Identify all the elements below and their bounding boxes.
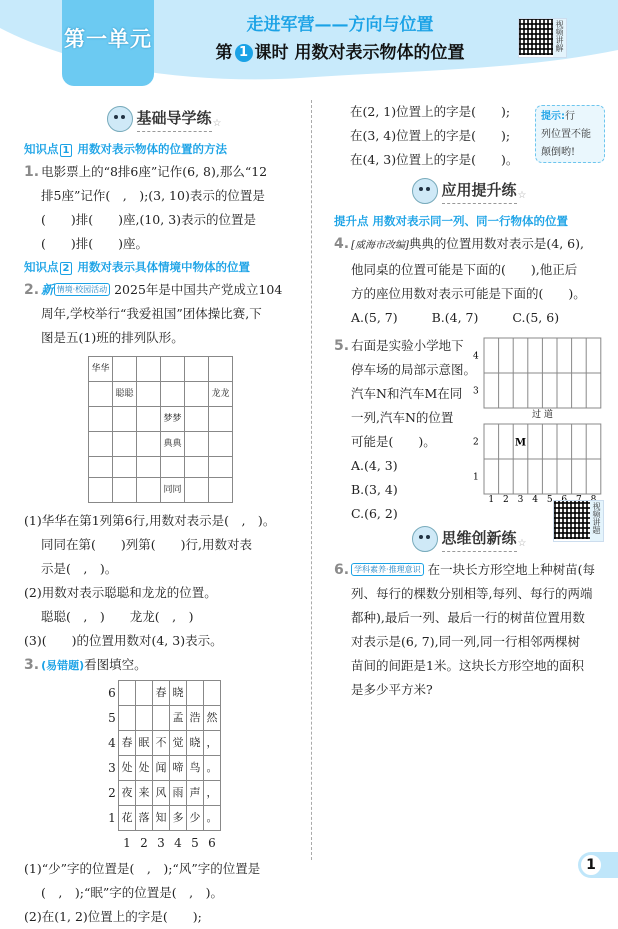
col-label: 6 (208, 836, 216, 850)
grid-cell: 龙龙 (209, 382, 233, 407)
grid-cell (153, 706, 170, 731)
col-label: 5 (191, 836, 199, 850)
page-number (578, 852, 618, 878)
question-4 (334, 232, 604, 330)
star-icon: ☆ (517, 190, 527, 201)
unit-tab (62, 0, 154, 86)
row-label: 2 (108, 786, 116, 800)
question-number: 6. (334, 562, 350, 578)
grid-cell: 夜 (119, 781, 136, 806)
grid-cell: 梦梦 (161, 407, 185, 432)
new-badge: 新 (41, 282, 54, 297)
grid-cell (136, 681, 153, 706)
row-label: 4 (108, 736, 116, 750)
question-text: 汽车N和汽车M在同 (351, 386, 463, 401)
grid-cell (161, 457, 185, 478)
hint-label: 提示: (541, 111, 565, 122)
section-title: 基础导学练 (137, 106, 212, 132)
sub-question: 示是( , )。 (41, 561, 118, 576)
scenario-tag: 情境·校园活动 (54, 283, 111, 296)
question-text: 对表示是(6, 7),同一列,同一行相邻两棵树 (351, 634, 581, 649)
question-text: 方的座位用数对表示可能是下面的( )。 (351, 286, 586, 301)
row-label: 1 (108, 811, 116, 825)
grid-cell: 声 (187, 781, 204, 806)
grid-cell: 来 (136, 781, 153, 806)
grid-cell: 不 (153, 731, 170, 756)
row-label: 6 (108, 686, 116, 700)
grid-cell: 落 (136, 806, 153, 831)
hint-text: 行 (565, 111, 575, 122)
right-column (334, 100, 604, 702)
grid-cell (119, 706, 136, 731)
sub-question: 在(2, 1)位置上的字是( ); (350, 104, 511, 119)
section-title: 思维创新练 (442, 526, 517, 552)
question-text: 在一块长方形空地上种树苗(每 (427, 562, 595, 577)
grid-cell (185, 432, 209, 457)
question-text: 图是五(1)班的排列队形。 (41, 330, 184, 345)
question-text: 列、每行的棵数分别相等,每列、每行的两端 (351, 586, 593, 601)
question-text: 排5座”记作( , );(3, 10)表示的位置是 (41, 188, 265, 203)
column-divider (311, 100, 312, 860)
grid-cell: 华华 (89, 357, 113, 382)
col-label: 4 (532, 495, 538, 504)
grid-cell (209, 357, 233, 382)
error-prone-tag: (易错题) (41, 659, 85, 672)
question-2 (24, 278, 304, 653)
grid-cell (209, 478, 233, 503)
grid-cell (185, 357, 209, 382)
grid-cell (136, 706, 153, 731)
grid-cell (209, 407, 233, 432)
grid-cell (113, 432, 137, 457)
question-text: 是多少平方米? (351, 682, 433, 697)
grid-cell (89, 478, 113, 503)
formation-grid (88, 356, 233, 503)
question-number: 1. (24, 164, 40, 180)
section-basic (24, 104, 304, 134)
option-b: B.(4, 7) (431, 310, 479, 325)
hint-text: 列位置不能 (541, 129, 591, 140)
parking-lot-diagram (470, 336, 604, 504)
question-number: 2. (24, 282, 40, 298)
grid-cell: 孟 (170, 706, 187, 731)
question-text: ( )排( )座,(10, 3)表示的位置是 (41, 212, 257, 227)
grid-row (89, 478, 233, 503)
col-label: 1 (123, 836, 131, 850)
question-text: 电影票上的“8排6座”记作(6, 8),那么“12 (41, 164, 268, 179)
qr-code-icon (554, 501, 590, 539)
question-number: 4. (334, 236, 350, 252)
qr-code-icon (519, 19, 553, 55)
poem-grid (106, 680, 221, 855)
lesson-prefix: 第 (215, 43, 233, 63)
grid-cell (113, 357, 137, 382)
grid-row (106, 731, 221, 756)
sub-question: 同同在第( )列第( )行,用数对表 (41, 537, 252, 552)
grid-row (89, 407, 233, 432)
grid-cell (137, 407, 161, 432)
question-text: 右面是实验小学地下 (351, 338, 464, 353)
grid-cell (89, 457, 113, 478)
chapter-title: 走进军营——方向与位置 (246, 15, 434, 35)
option-c: C.(6, 2) (351, 506, 398, 521)
qr-label: 视频讲题 (590, 501, 603, 541)
grid-cell: 春 (119, 731, 136, 756)
grid-cell: 晓 (187, 731, 204, 756)
grid-cell (113, 478, 137, 503)
question-text: 他同桌的位置可能是下面的( ),他正后 (351, 262, 578, 277)
options (334, 306, 604, 330)
sub-question: (3)( )的位置用数对(4, 3)表示。 (24, 633, 223, 648)
qr-label: 视频讲解 (553, 19, 566, 57)
col-label: 5 (546, 495, 553, 504)
grid-cell: 然 (204, 706, 221, 731)
knowledge-point-1 (24, 138, 304, 160)
option-a: A.(5, 7) (351, 310, 398, 325)
question-text: 停车场的局部示意图。 (351, 362, 477, 377)
grid-row (106, 681, 221, 706)
grid-cell: 聪聪 (113, 382, 137, 407)
grid-cell: 。 (204, 756, 221, 781)
grid-row (89, 457, 233, 478)
mascot-icon (412, 178, 438, 204)
grid-row (106, 756, 221, 781)
grid-cell (137, 478, 161, 503)
lesson-title (190, 38, 490, 63)
grid-cell: 花 (119, 806, 136, 831)
grid-cell: 风 (153, 781, 170, 806)
unit-label: 第一单元 (64, 27, 152, 51)
question-6 (334, 558, 604, 702)
grid-cell: 雨 (170, 781, 187, 806)
grid-cell (185, 382, 209, 407)
grid-cell: 典典 (161, 432, 185, 457)
question-text: 典典的位置用数对表示是(4, 6), (408, 236, 584, 251)
row-label: 2 (473, 437, 479, 448)
lesson-title-text: 课时 用数对表示物体的位置 (254, 43, 465, 63)
sub-question: 在(4, 3)位置上的字是( )。 (350, 152, 519, 167)
sub-question: (2)用数对表示聪聪和龙龙的位置。 (24, 585, 217, 600)
sub-question: (1)华华在第1列第6行,用数对表示是( , )。 (24, 513, 276, 528)
kp-label: 知识点 (24, 142, 59, 156)
sub-question: (1)“少”字的位置是( , );“风”字的位置是 (24, 861, 261, 876)
grid-cell (89, 407, 113, 432)
page-number-text: 1 (579, 853, 603, 877)
source-tag: [威海市改编] (351, 240, 409, 251)
sub-question: (2)在(1, 2)位置上的字是( ); (24, 909, 202, 924)
grid-cell (113, 407, 137, 432)
grid-cell (89, 382, 113, 407)
col-label: 1 (488, 495, 495, 504)
col-label: 3 (517, 495, 524, 504)
sub-question: 在(3, 4)位置上的字是( ); (350, 128, 511, 143)
aisle-label: 过 道 (531, 410, 553, 420)
question-text: 都种),最后一列、最后一行的树苗位置用数 (351, 610, 585, 625)
question-number: 5. (334, 338, 350, 354)
grid-row (106, 706, 221, 731)
lesson-number-badge: 1 (235, 44, 253, 62)
literacy-tag: 学科素养·推理意识 (351, 563, 424, 576)
star-icon: ☆ (517, 538, 527, 549)
star-icon: ☆ (212, 118, 222, 129)
grid-cell (161, 382, 185, 407)
mascot-icon (107, 106, 133, 132)
grid-cell: 闻 (153, 756, 170, 781)
grid-cell (187, 681, 204, 706)
grid-cell (137, 432, 161, 457)
grid-cell (204, 681, 221, 706)
kp-text: 用数对表示物体的位置的方法 (77, 142, 227, 156)
grid-cell (209, 457, 233, 478)
knowledge-point-2 (24, 256, 304, 278)
grid-cell (185, 457, 209, 478)
grid-cell (185, 478, 209, 503)
grid-row (89, 382, 233, 407)
grid-cell: 眠 (136, 731, 153, 756)
grid-cell: 。 (204, 806, 221, 831)
section-title: 应用提升练 (442, 178, 517, 204)
grid-cell (89, 432, 113, 457)
grid-cell (185, 407, 209, 432)
car-m: M (514, 437, 527, 449)
grid-cell: ， (204, 781, 221, 806)
question-text: 周年,学校举行“我爱祖国”团体操比赛,下 (41, 306, 262, 321)
hint-box (535, 105, 605, 163)
question-text: 苗间的间距是1米。这块长方形空地的面积 (351, 658, 584, 673)
question-text: 2025年是中国共产党成立104 (114, 282, 283, 297)
grid-row (89, 432, 233, 457)
sub-question: ( , );“眠”字的位置是( , )。 (41, 885, 223, 900)
col-label: 2 (140, 836, 148, 850)
row-label: 5 (108, 711, 116, 725)
grid-cell: 知 (153, 806, 170, 831)
grid-cell: 处 (119, 756, 136, 781)
grid-cell (113, 457, 137, 478)
question-1 (24, 160, 304, 256)
question-3 (24, 653, 304, 929)
grid-cell: 处 (136, 756, 153, 781)
grid-cell: 春 (153, 681, 170, 706)
kp-text: 用数对表示具体情境中物体的位置 (77, 260, 250, 274)
row-label: 3 (108, 761, 116, 775)
qr-code-lecture[interactable] (553, 500, 604, 542)
grid-cell: 鸟 (187, 756, 204, 781)
question-text: 一列,汽车N的位置 (351, 410, 454, 425)
grid-cell: 浩 (187, 706, 204, 731)
grid-cell (209, 432, 233, 457)
grid-cell: 少 (187, 806, 204, 831)
kp-number: 2 (60, 262, 73, 275)
mascot-icon (412, 526, 438, 552)
question-text: 看图填空。 (84, 657, 147, 672)
option-c: C.(5, 6) (512, 310, 560, 325)
grid-row (106, 781, 221, 806)
question-text: ( )排( )座。 (41, 236, 149, 251)
grid-row (106, 806, 221, 831)
question-text: 可能是( )。 (351, 434, 436, 449)
grid-cell (137, 357, 161, 382)
left-column (24, 104, 304, 929)
row-label: 3 (473, 386, 479, 397)
grid-cell: ， (204, 731, 221, 756)
col-labels (106, 831, 221, 856)
row-label: 1 (473, 472, 479, 483)
kp-label: 知识点 (24, 260, 59, 274)
grid-cell: 晓 (170, 681, 187, 706)
grid-cell (137, 457, 161, 478)
kp-number: 1 (60, 144, 73, 157)
grid-cell: 同同 (161, 478, 185, 503)
grid-cell: 啼 (170, 756, 187, 781)
grid-row (89, 357, 233, 382)
option-b: B.(3, 4) (351, 482, 398, 497)
grid-cell (119, 681, 136, 706)
grid-cell: 觉 (170, 731, 187, 756)
grid-cell: 多 (170, 806, 187, 831)
qr-code-video[interactable] (518, 18, 567, 58)
row-label: 4 (473, 351, 479, 362)
col-label: 2 (503, 495, 509, 504)
sub-question: 聪聪( , ) 龙龙( , ) (41, 609, 194, 624)
section-applied (334, 176, 604, 206)
question-number: 3. (24, 657, 40, 673)
hint-text: 颠倒哟! (541, 147, 576, 158)
col-label: 4 (174, 836, 182, 850)
grid-cell (161, 357, 185, 382)
option-a: A.(4, 3) (351, 458, 398, 473)
improvement-point: 提升点 用数对表示同一列、同一行物体的位置 (334, 214, 569, 228)
grid-cell (137, 382, 161, 407)
col-label: 3 (157, 836, 165, 850)
